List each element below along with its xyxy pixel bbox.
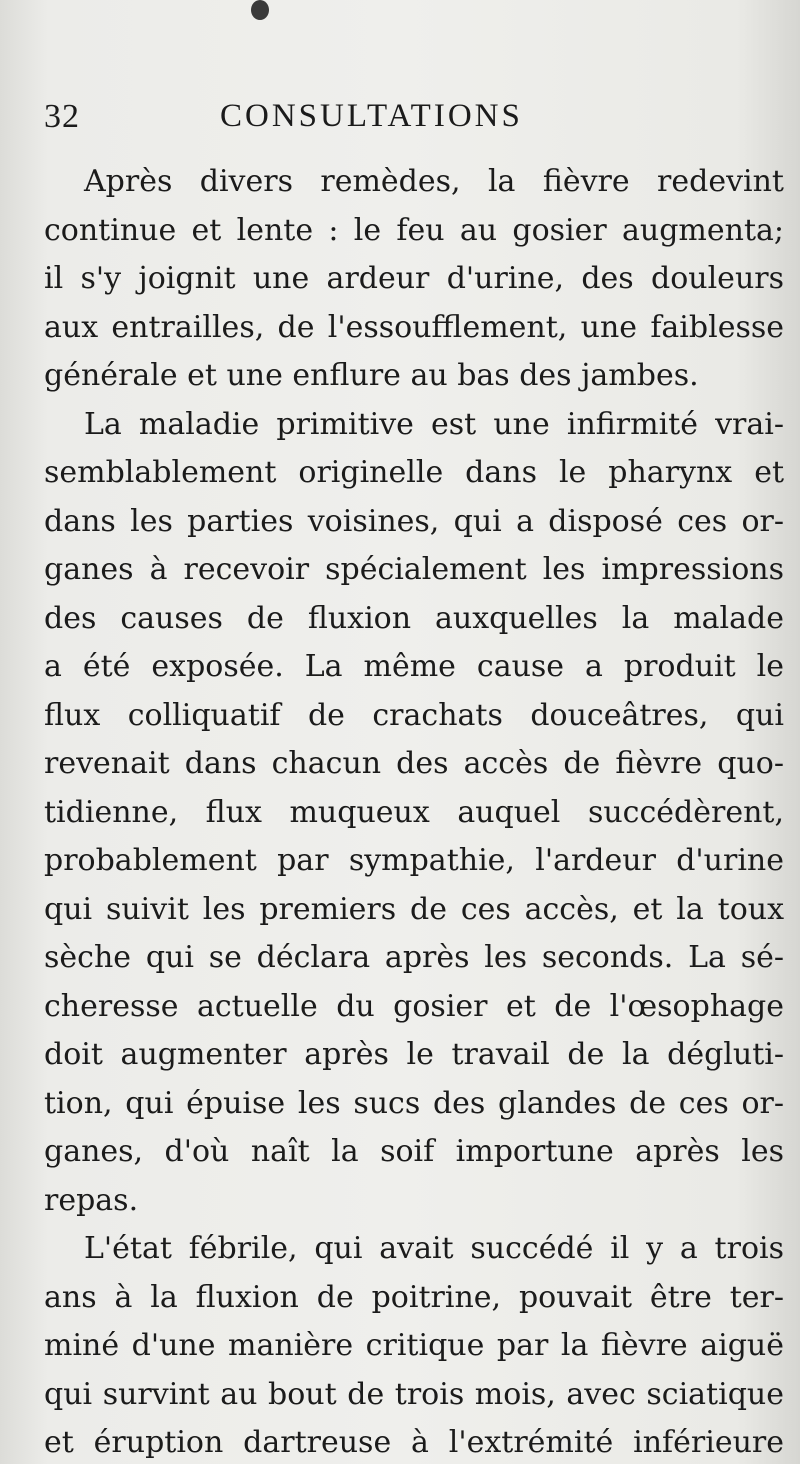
text-line: qui survint au bout de trois mois, avec sciatique: [44, 1376, 784, 1412]
text-line: ans à la fluxion de poitrine, pouvait être ter-: [44, 1279, 784, 1315]
text-line: aux entrailles, de l'essoufflement, une faiblesse: [44, 309, 784, 345]
text-line: générale et une enflure au bas des jambes.: [44, 358, 699, 393]
text-line: ganes à recevoir spécialement les impressions: [44, 552, 784, 587]
text-line: il s'y joignit une ardeur d'urine, des douleurs: [44, 261, 784, 296]
text-line: Après divers remèdes, la fièvre redevint: [84, 164, 784, 199]
text-line: tion, qui épuise les sucs des glandes de ces or-: [44, 1085, 784, 1121]
text-line: continue et lente : le feu au gosier augmenta;: [44, 212, 784, 248]
text-line: repas.: [44, 1182, 139, 1218]
text-line: miné d'une manière critique par la fièvre aiguë: [44, 1328, 784, 1363]
text-line: dans les parties voisines, qui a disposé ces or-: [44, 503, 784, 539]
ink-blot: [251, 0, 269, 20]
text-line: sèche qui se déclara après les seconds. La sé-: [44, 940, 784, 975]
body-text: [44, 158, 784, 1464]
text-line: cheresse actuelle du gosier et de l'œsophage: [44, 988, 784, 1024]
text-line: et éruption dartreuse à l'extrémité inférieure: [44, 1425, 784, 1460]
text-line: probablement par sympathie, l'ardeur d'urine: [44, 843, 784, 878]
text-line: La maladie primitive est une infirmité vrai-: [84, 406, 784, 442]
text-line: ganes, d'où naît la soif importune après les: [44, 1134, 784, 1169]
text-line: flux colliquatif de crachats douceâtres, qui: [44, 697, 784, 733]
text-line: a été exposée. La même cause a produit le: [44, 649, 784, 684]
running-head: CONSULTATIONS: [220, 98, 523, 134]
text-line: revenait dans chacun des accès de fièvre quo-: [44, 746, 784, 781]
text-line: L'état fébrile, qui avait succédé il y a trois: [84, 1231, 784, 1266]
page-number: 32: [44, 98, 80, 135]
text-line: qui suivit les premiers de ces accès, et la toux: [44, 891, 784, 927]
page-header: [44, 92, 784, 146]
text-line: doit augmenter après le travail de la dégluti-: [44, 1037, 784, 1072]
text-line: tidienne, flux muqueux auquel succédèrent,: [44, 794, 784, 830]
text-line: des causes de fluxion auxquelles la malade: [44, 600, 784, 636]
text-line: semblablement originelle dans le pharynx et: [44, 455, 784, 490]
